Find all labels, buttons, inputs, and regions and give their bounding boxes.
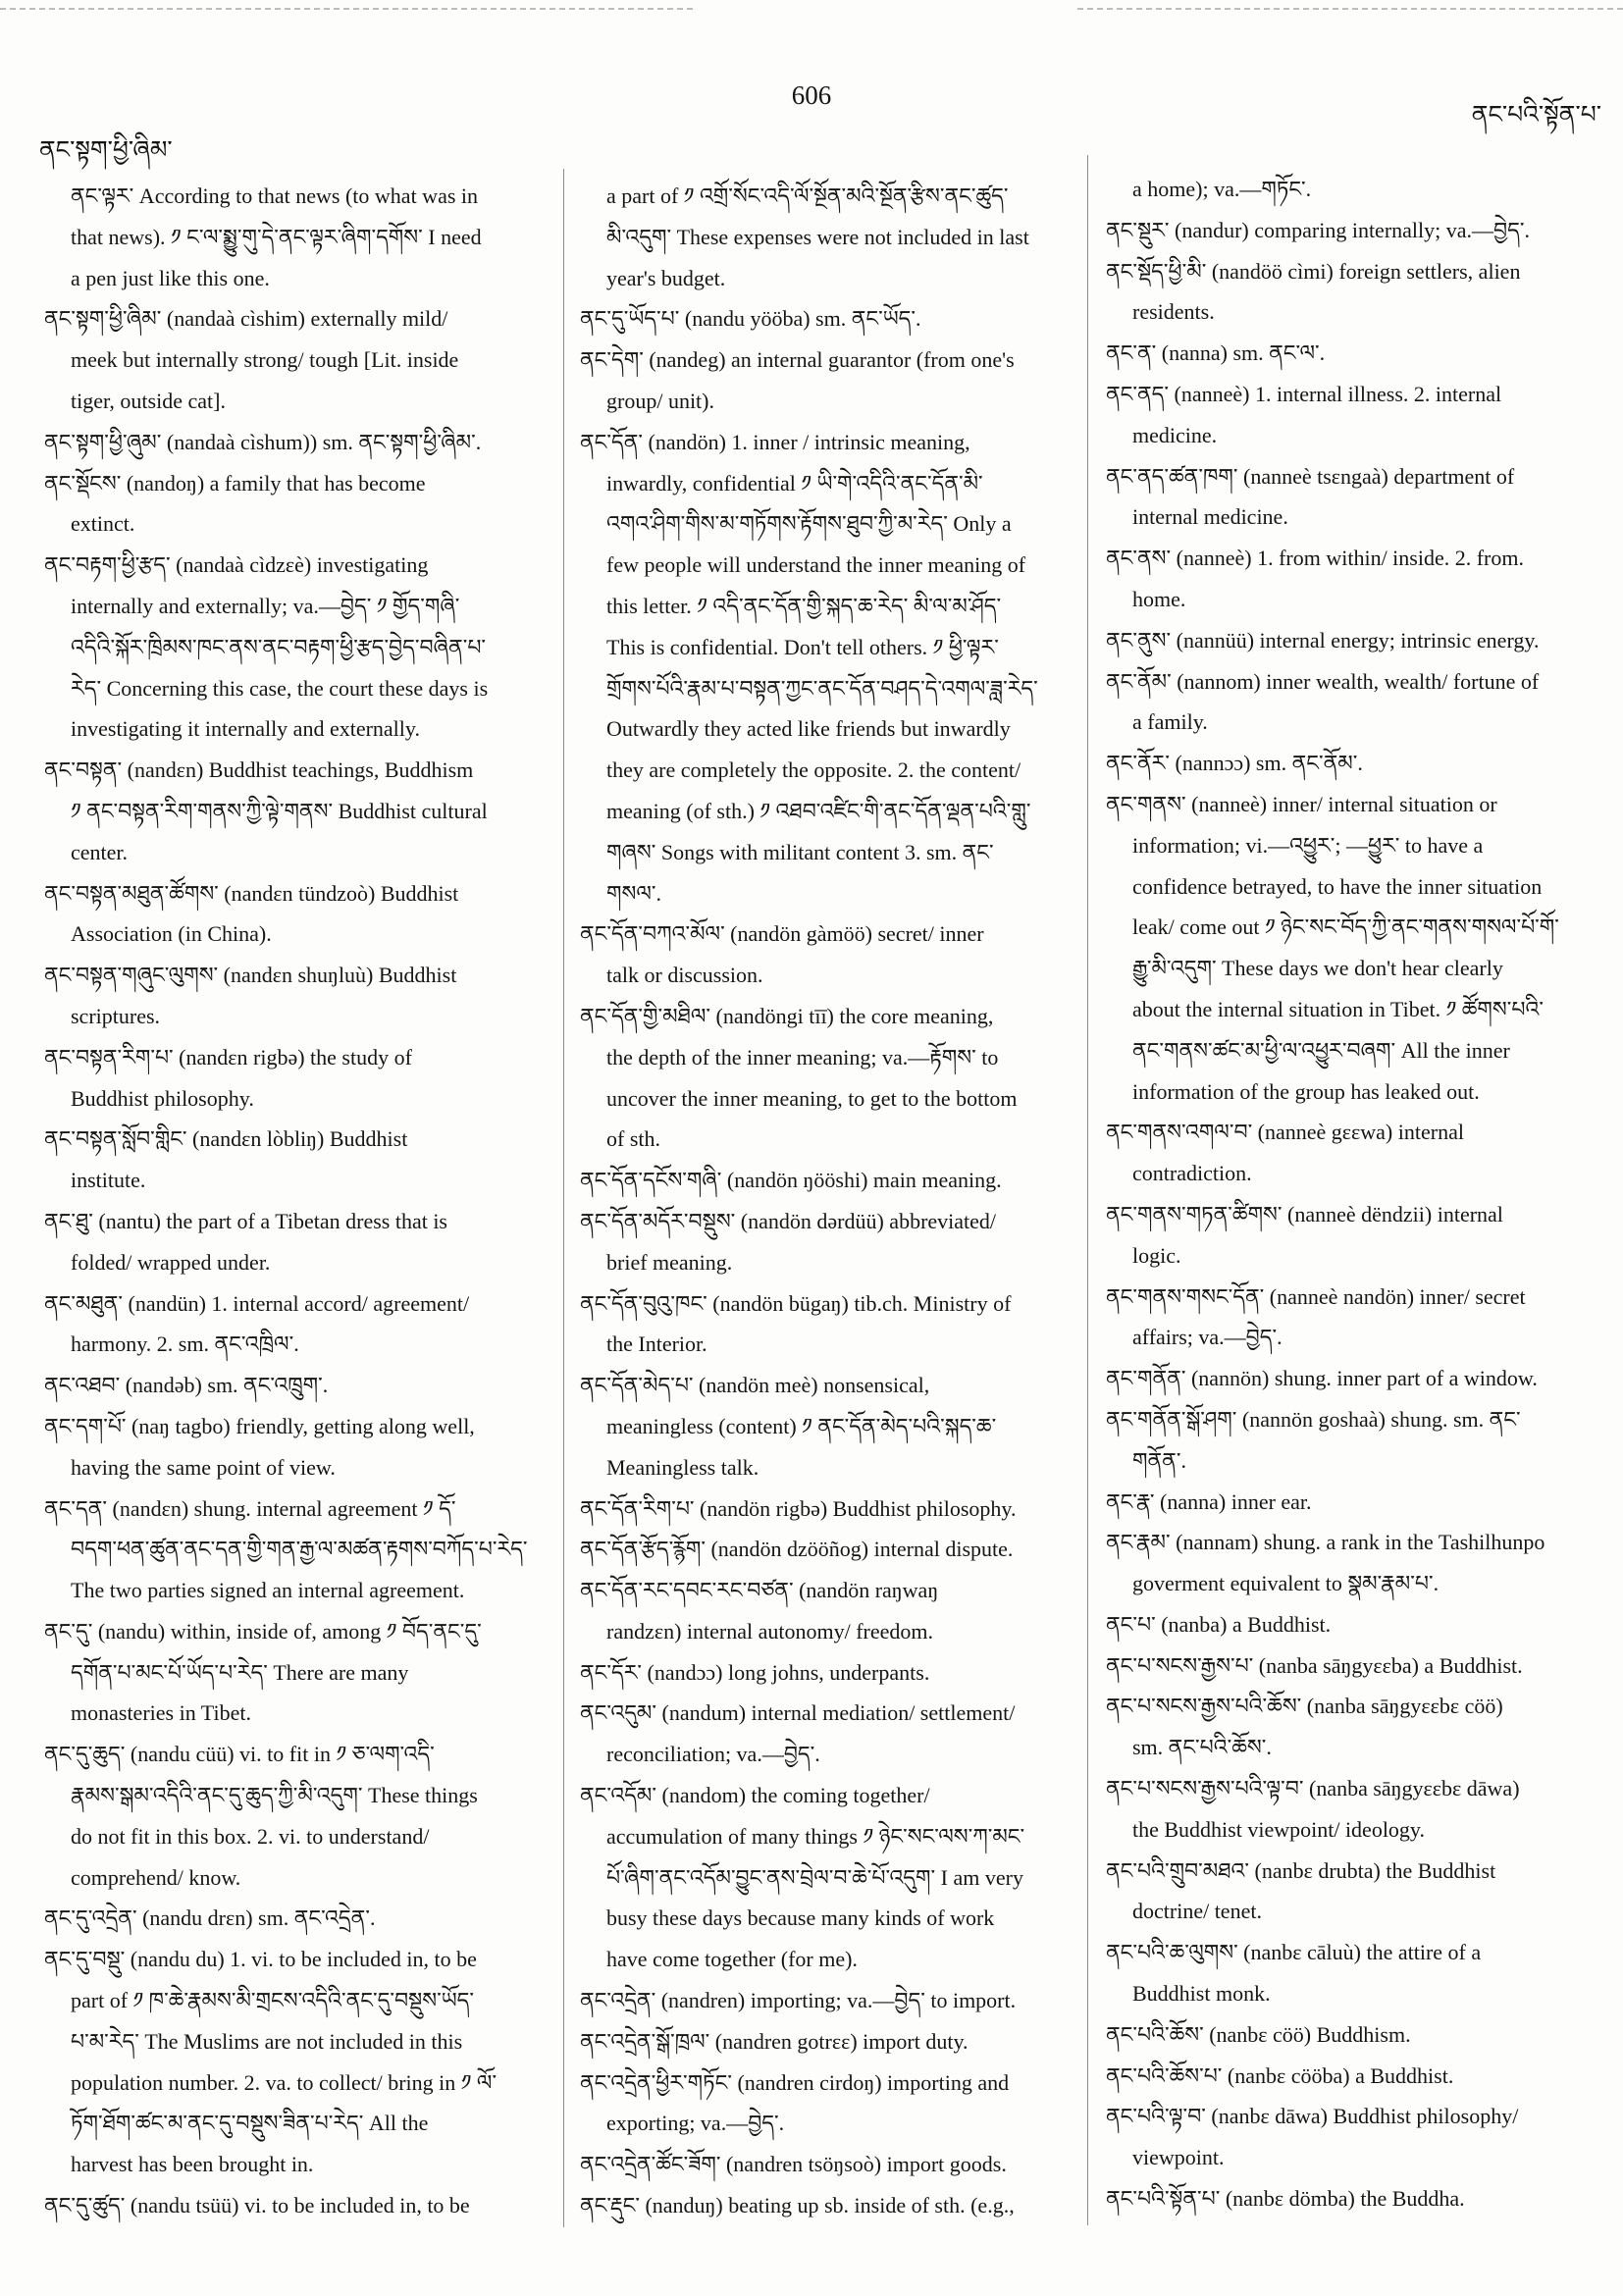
entry-headword-line: ནང་པའི་སྟོན་པ་ (nanbɛ dömba) the Buddha. [1106, 2186, 1465, 2212]
entry-text-line: information; vi.—འཕྱུར་; —ཕྱུར་ to have a [1132, 832, 1484, 858]
entry-text-line: year's budget. [606, 265, 726, 290]
entry-headword-line: ནང་སྡོངས་ (nandoŋ) a family that has become [44, 470, 426, 496]
entry-headword-line: ནང་གནས་འགལ་བ་ (nanneè gɛɛwa) internal [1106, 1120, 1464, 1145]
entry-headword-line: ནང་བསྟན་གཞུང་ལུགས་ (nandɛn shuŋluù) Buddhist [44, 963, 457, 988]
entry-headword-line: ནང་སྟག་ཕྱི་ཞིམ་ (nandaà cìshim) externally mild/ [44, 306, 448, 332]
entry-headword-line: ནང་གནས་གཏན་ཚིགས་ (nanneè dëndzii) internal [1106, 1201, 1503, 1226]
dictionary-column-right [1106, 169, 1608, 2219]
entry-headword-line: ནང་པའི་ཆ་ལུགས་ (nanbɛ cāluù) the attire of a [1106, 1940, 1482, 1965]
entry-headword-line: ནང་ཐུ་ (nantu) the part of a Tibetan dress that is [44, 1208, 447, 1233]
entry-text-line: uncover the inner meaning, to get to the bottom [606, 1085, 1018, 1111]
entry-headword-line: ནང་དེག་ (nandeg) an internal guarantor (from one's [580, 347, 1015, 373]
entry-text-line: leak/ come out ༡ ཉེང་སང་བོད་ཀྱི་ནང་གནས་གསལ་པོ་གོ་ [1132, 914, 1559, 940]
entry-headword-line: ནང་འདོམ་ (nandom) the coming together/ [580, 1783, 930, 1808]
entry-text-line: that news). ༡ ང་ལ་སྨྱུ་གུ་དེ་ནང་ལྟར་ཞིག་དགོས་ I need [71, 224, 482, 249]
entry-text-line: འདིའི་སྐོར་ཁྲིམས་ཁང་ནས་ནང་བརྟག་ཕྱི་རྩད་བྱེད་བཞིན་པ་ [71, 634, 487, 659]
entry-text-line: Meaningless talk. [606, 1454, 759, 1480]
entry-text-line: accumulation of many things ༡ ཉེང་སང་ལས་ཀ་མང་ [606, 1823, 1025, 1849]
entry-text-line: དགོན་པ་མང་པོ་ཡོད་པ་རེད་ There are many [71, 1659, 409, 1685]
entry-text-line: folded/ wrapped under. [71, 1249, 271, 1275]
entry-headword-line: ནང་དོན་བུའུ་ཁང་ (nandön bügaŋ) tib.ch. Ministry of [580, 1290, 1012, 1316]
entry-text-line: institute. [71, 1168, 146, 1193]
entry-text-line: the depth of the inner meaning; va.—རྟོགས་ to [606, 1044, 999, 1070]
entry-headword-line: ནང་དོན་རང་དབང་རང་བཙན་ (nandön raŋwaŋ [580, 1578, 939, 1603]
entry-text-line: monasteries in Tibet. [71, 1700, 251, 1726]
entry-text-line: viewpoint. [1132, 2145, 1225, 2170]
entry-text-line: contradiction. [1132, 1161, 1252, 1186]
entry-text-line: about the internal situation in Tibet. ༡ ཚོགས་པའི་ [1132, 996, 1544, 1021]
entry-text-line: Outwardly they acted like friends but inwardly [606, 716, 1011, 742]
entry-text-line: ༡ ནང་བསྟན་རིག་གནས་ཀྱི་ལྟེ་གནས་ Buddhist cultural [71, 798, 488, 823]
entry-text-line: ནང་གནས་ཚང་མ་ཕྱི་ལ་འཕྱུར་བཞག་ All the inner [1132, 1037, 1510, 1063]
entry-headword-line: ནང་ནོམ་ (nannom) inner wealth, wealth/ fortune of [1106, 668, 1540, 694]
entry-headword-line: ནང་རྣམ་ (nannam) shung. a rank in the Tashilhunpo [1106, 1530, 1545, 1555]
entry-text-line: meek but internally strong/ tough [Lit. inside [71, 347, 459, 373]
entry-headword-line: ནང་དོར་ (nandɔɔ) long johns, underpants. [580, 1659, 930, 1685]
entry-headword-line: ནང་ནད་ (nanneè) 1. internal illness. 2. internal [1106, 381, 1502, 406]
entry-text-line: བདག་ཕན་ཚུན་ནང་དན་གྱི་གན་རྒྱ་ལ་མཚན་རྟགས་བཀོད་པ་རེད་ [71, 1537, 528, 1562]
entry-text-line: center. [71, 839, 129, 864]
entry-headword-line: ནང་ནོར་ (nannɔɔ) sm. ནང་ནོམ་. [1106, 751, 1363, 776]
entry-headword-line: ནང་འཐབ་ (nandəb) sm. ནང་འཁྲུག་. [44, 1373, 329, 1398]
entry-headword-line: ནང་དོན་བཀའ་མོལ་ (nandön gàmöö) secret/ inner [580, 921, 984, 947]
entry-text-line: having the same point of view. [71, 1454, 336, 1480]
column-divider [1087, 155, 1088, 2225]
entry-text-line: meaningless (content) ༡ ནང་དོན་མེད་པའི་སྐད་ཆ་ [606, 1413, 997, 1438]
entry-headword-line: ནང་དུ་ (nandu) within, inside of, among ༡ བོད་ནང་དུ་ [44, 1618, 482, 1644]
entry-text-line: ཏོག་ཐོག་ཚང་མ་ནང་དུ་བསྡུས་ཟིན་པ་རེད་ All the [71, 2111, 429, 2136]
entry-headword-line: ནང་དོན་རྩོད་རྙོག་ (nandön dzööñog) internal dispute. [580, 1537, 1014, 1562]
entry-headword-line: ནང་སྟག་ཕྱི་ཞུམ་ (nandaà cìshum)) sm. ནང་སྟག་ཕྱི་ཞིམ་. [44, 429, 482, 454]
entry-headword-line: ནང་བསྟན་རིག་པ་ (nandɛn rigbə) the study of [44, 1044, 412, 1070]
entry-headword-line: ནང་མཐུན་ (nandün) 1. internal accord/ agreement/ [44, 1290, 470, 1316]
entry-headword-line: ནང་བསྟན་ (nandɛn) Buddhist teachings, Buddhism [44, 757, 474, 783]
entry-text-line: ནང་ལྟར་ According to that news (to what was in [71, 183, 479, 208]
entry-text-line: doctrine/ tenet. [1132, 1899, 1262, 1924]
dictionary-column-left [44, 176, 549, 2226]
entry-text-line: busy these days because many kinds of work [606, 1905, 995, 1931]
entry-headword-line: ནང་དུ་ཚུད་ (nandu tsüü) vi. to be included in, to be [44, 2193, 470, 2218]
entry-headword-line: ནང་ནུས་ (nannüü) internal energy; intrinsic energy. [1106, 627, 1540, 652]
entry-text-line: have come together (for me). [606, 1947, 858, 1972]
entry-text-line: The two parties signed an internal agreement. [71, 1578, 465, 1603]
entry-headword-line: ནང་ནས་ (nanneè) 1. from within/ inside. 2. from. [1106, 546, 1524, 571]
entry-text-line: of sth. [606, 1126, 660, 1152]
entry-text-line: brief meaning. [606, 1249, 733, 1275]
entry-headword-line: ནང་གནས་གསང་དོན་ (nanneè nandön) inner/ secret [1106, 1283, 1526, 1309]
entry-headword-line: ནང་པ་སངས་རྒྱས་པའི་ཆོས་ (nanba sāŋgyɛɛbɛ cöö) [1106, 1694, 1503, 1719]
entry-text-line: རེད་ Concerning this case, the court these days is [71, 675, 489, 701]
entry-text-line: few people will understand the inner meaning of [606, 552, 1026, 578]
entry-headword-line: ནང་རྣ་ (nanna) inner ear. [1106, 1488, 1312, 1514]
entry-headword-line: ནང་དག་པོ་ (naŋ tagbo) friendly, getting along well, [44, 1413, 475, 1438]
entry-headword-line: ནང་དོན་རིག་པ་ (nandön rigbə) Buddhist philosophy. [580, 1495, 1017, 1521]
entry-headword-line: ནང་དུ་ཆུད་ (nandu cüü) vi. to fit in ༡ ཅ་ལག་འདི་ [44, 1742, 435, 1767]
entry-text-line: Buddhist monk. [1132, 1981, 1271, 2007]
entry-text-line: sm. ནང་པའི་ཆོས་. [1132, 1735, 1272, 1760]
entry-headword-line: ནང་གནས་ (nanneè) inner/ internal situation or [1106, 791, 1497, 816]
entry-headword-line: ནང་སྡོད་ཕྱི་མི་ (nandöö cìmi) foreign settlers, alien [1106, 258, 1521, 284]
entry-text-line: they are completely the opposite. 2. the content/ [606, 757, 1021, 783]
entry-text-line: meaning (of sth.) ༡ འཐབ་འཛིང་གི་ནང་དོན་ལྡན་པའི་གླུ་ [606, 798, 1031, 823]
entry-headword-line: ནང་འདྲེན་ཚོང་ཟོག་ (nandren tsöŋsoò) import goods. [580, 2152, 1007, 2177]
entry-text-line: part of ༡ ཁ་ཆེ་རྣམས་མི་གྲངས་འདིའི་ནང་དུ་བསྡུས་ཡོད་ [71, 1988, 475, 2013]
entry-text-line: internal medicine. [1132, 504, 1288, 530]
entry-headword-line: ནང་དུ་ཡོད་པ་ (nandu yööba) sm. ནང་ཡོད་. [580, 306, 921, 332]
entry-text-line: home. [1132, 586, 1186, 611]
entry-headword-line: ནང་དོན་གྱི་མཐིལ་ (nandöngi tīī) the core meaning, [580, 1003, 994, 1028]
entry-headword-line: ནང་ན་ (nanna) sm. ནང་ལ་. [1106, 340, 1326, 366]
entry-headword-line: ནང་དོན་ (nandön) 1. inner / intrinsic meaning, [580, 429, 970, 454]
entry-headword-line: ནང་འདྲེན་སྒོ་ཁྲལ་ (nandren gotrɛɛ) import duty. [580, 2028, 969, 2054]
entry-text-line: མི་འདུག་ These expenses were not included in last [606, 224, 1029, 249]
entry-text-line: གྲོགས་པོའི་རྣམ་པ་བསྟན་ཀྱང་ནང་དོན་བཤད་དེ་འགལ་ཟླ་རེད་ [606, 675, 1038, 701]
entry-text-line: logic. [1132, 1242, 1181, 1268]
entry-headword-line: ནང་བརྟག་ཕྱི་རྩད་ (nandaà cìdzɛè) investigating [44, 552, 429, 578]
entry-text-line: medicine. [1132, 422, 1218, 447]
entry-headword-line: ནང་སྡུར་ (nandur) comparing internally; va.—བྱེད་. [1106, 217, 1530, 242]
entry-headword-line: ནང་དོན་དངོས་གཞི་ (nandön ŋööshi) main meaning. [580, 1168, 1002, 1193]
entry-headword-line: ནང་རྡུང་ (nanduŋ) beating up sb. inside of sth. (e.g., [580, 2193, 1015, 2218]
entry-text-line: གཞས་ Songs with militant content 3. sm. ནང་ [606, 839, 994, 864]
entry-headword-line: ནང་བསྟན་མཐུན་ཚོགས་ (nandɛn tündzoò) Buddhist [44, 880, 459, 906]
running-head-last-entry: ནང་པའི་སྟོན་པ་ [1471, 102, 1601, 129]
entry-text-line: residents. [1132, 299, 1215, 325]
entry-text-line: population number. 2. va. to collect/ bring in ༡ ལོ་ [71, 2069, 497, 2095]
entry-text-line: scriptures. [71, 1003, 161, 1028]
entry-text-line: tiger, outside cat]. [71, 388, 226, 413]
entry-headword-line: ནང་ནད་ཚན་ཁག་ (nanneè tsɛngaà) department of [1106, 463, 1515, 489]
entry-headword-line: ནང་བསྟན་སློབ་གླིང་ (nandɛn lòbliŋ) Buddhist [44, 1126, 408, 1152]
entry-text-line: confidence betrayed, to have the inner situation [1132, 873, 1543, 899]
dictionary-column-middle [580, 176, 1078, 2226]
entry-headword-line: ནང་དུ་བསྡུ་ (nandu du) 1. vi. to be included in, to be [44, 1947, 477, 1972]
entry-text-line: a home); va.—གཏོང་. [1132, 177, 1312, 201]
scan-edge-rule [0, 8, 693, 10]
entry-headword-line: ནང་འདྲེན་ (nandren) importing; va.—བྱེད་ to import. [580, 1988, 1017, 2013]
entry-text-line: པ་མ་རེད་ The Muslims are not included in this [71, 2028, 463, 2054]
entry-text-line: inwardly, confidential ༡ ཡི་གེ་འདིའི་ནང་དོན་མི་ [606, 470, 983, 496]
entry-headword-line: ནང་པ་སངས་རྒྱས་པའི་ལྟ་བ་ (nanba sāŋgyɛɛbɛ dāwa) [1106, 1776, 1520, 1801]
entry-headword-line: ནང་པ་སངས་རྒྱས་པ་ (nanba sāŋgyɛɛba) a Buddhist. [1106, 1652, 1523, 1678]
entry-text-line: This is confidential. Don't tell others. ༡ ཕྱི་ལྟར་ [606, 634, 999, 659]
entry-text-line: the Buddhist viewpoint/ ideology. [1132, 1816, 1425, 1842]
entry-text-line: this letter. ༡ འདི་ནང་དོན་གྱི་སྐད་ཆ་རེད་ མི་ལ་མ་ཤོད་ [606, 593, 1002, 618]
entry-text-line: Buddhist philosophy. [71, 1085, 254, 1111]
entry-text-line: རྒྱུ་མི་འདུག་ These days we don't hear clearly [1132, 956, 1503, 981]
entry-headword-line: ནང་དན་ (nandɛn) shung. internal agreement ༡ དོ་ [44, 1495, 456, 1521]
entry-headword-line: ནང་པའི་ཆོས་ (nanbɛ cöö) Buddhism. [1106, 2021, 1411, 2047]
entry-text-line: exporting; va.—བྱེད་. [606, 2111, 785, 2136]
entry-headword-line: ནང་པའི་ཆོས་པ་ (nanbɛ cööba) a Buddhist. [1106, 2062, 1454, 2088]
entry-headword-line: ནང་འདུམ་ (nandum) internal mediation/ settlement/ [580, 1700, 1016, 1726]
entry-text-line: group/ unit). [606, 388, 714, 413]
entry-headword-line: ནང་པའི་ལྟ་བ་ (nanbɛ dāwa) Buddhist philosophy/ [1106, 2104, 1519, 2129]
entry-headword-line: ནང་དུ་འདྲེན་ (nandu drɛn) sm. ནང་འདྲེན་. [44, 1905, 376, 1931]
entry-headword-line: ནང་དོན་མེད་པ་ (nandön meè) nonsensical, [580, 1373, 930, 1398]
entry-text-line: internally and externally; va.—བྱེད་ ༡ གྱོད་གཞི་ [71, 593, 460, 618]
entry-text-line: པོ་ཞིག་ནང་འདོམ་བྱུང་ནས་བྲེལ་བ་ཆེ་པོ་འདུག་ I am very [606, 1864, 1023, 1890]
entry-text-line: talk or discussion. [606, 963, 763, 988]
entry-text-line: information of the group has leaked out. [1132, 1078, 1480, 1104]
entry-text-line: གནོན་. [1132, 1447, 1186, 1473]
entry-headword-line: ནང་གནོན་ (nannön) shung. inner part of a window. [1106, 1366, 1538, 1391]
entry-text-line: do not fit in this box. 2. vi. to understand/ [71, 1823, 430, 1849]
entry-text-line: goverment equivalent to སྣམ་རྣམ་པ་. [1132, 1571, 1440, 1596]
entry-text-line: randzɛn) internal autonomy/ freedom. [606, 1618, 934, 1644]
entry-headword-line: ནང་འདྲེན་ཕྱིར་གཏོང་ (nandren cirdoŋ) importing and [580, 2069, 1010, 2095]
page-number: 606 [791, 80, 832, 110]
entry-text-line: a part of ༡ འགྲོ་སོང་འདི་ལོ་སྔོན་མའི་སྔོན་རྩིས་ནང་ཚུད་ [606, 183, 1009, 208]
column-divider [563, 169, 564, 2227]
entry-text-line: affairs; va.—བྱེད་. [1132, 1325, 1283, 1350]
running-head-first-entry: ནང་སྟག་ཕྱི་ཞིམ་ [39, 137, 173, 164]
scan-edge-rule [1077, 8, 1623, 10]
entry-text-line: རྣམས་སྒམ་འདིའི་ནང་དུ་ཆུད་ཀྱི་མི་འདུག་ These things [71, 1783, 478, 1808]
entry-text-line: the Interior. [606, 1331, 707, 1357]
entry-text-line: extinct. [71, 511, 135, 537]
entry-headword-line: ནང་གནོན་སྒོ་ཤག་ (nannön goshaà) shung. sm. ནང་ [1106, 1406, 1521, 1432]
entry-text-line: comprehend/ know. [71, 1864, 241, 1890]
entry-headword-line: ནང་དོན་མདོར་བསྡུས་ (nandön dərdüü) abbreviated/ [580, 1208, 997, 1233]
entry-headword-line: ནང་པའི་གྲུབ་མཐའ་ (nanbɛ drubta) the Buddhist [1106, 1857, 1496, 1883]
entry-text-line: harvest has been brought in. [71, 2152, 314, 2177]
entry-text-line: a family. [1132, 709, 1208, 735]
entry-text-line: གསལ་. [606, 880, 661, 906]
entry-text-line: Association (in China). [71, 921, 272, 947]
entry-text-line: harmony. 2. sm. ནང་འཁྲིལ་. [71, 1331, 299, 1357]
entry-text-line: a pen just like this one. [71, 265, 270, 290]
entry-text-line: འགའ་ཤིག་གིས་མ་གཏོགས་རྟོགས་ཐུབ་ཀྱི་མ་རེད་ Only a [606, 511, 1012, 537]
entry-headword-line: ནང་པ་ (nanba) a Buddhist. [1106, 1611, 1332, 1637]
entry-text-line: reconciliation; va.—བྱེད་. [606, 1742, 820, 1767]
entry-text-line: investigating it internally and externally. [71, 716, 420, 742]
